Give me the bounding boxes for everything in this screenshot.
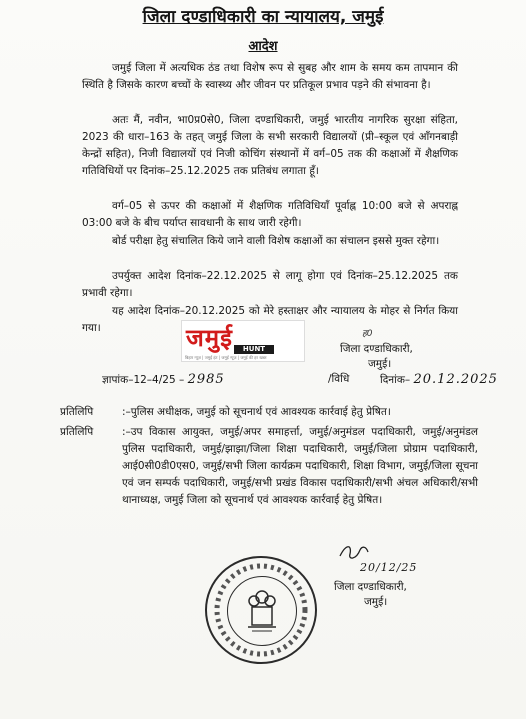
signature-1-title: जिला दण्डाधिकारी, [340, 343, 413, 355]
signature-2-place: जमुई। [364, 596, 388, 608]
page-title: जिला दण्डाधिकारी का न्यायालय, जमुई [142, 7, 384, 27]
court-seal [205, 556, 317, 664]
logo-tagline: बिहार न्यूज़ | जमुई हंट | जमुई न्यूज़ | जमुई की हर खबर [185, 355, 267, 360]
signature-date: 20/12/25 [360, 561, 418, 574]
memo-prefix [102, 372, 225, 387]
paragraph-5: उपर्युक्त आदेश दिनांक–22.12.2025 से लागू होगा एवं दिनांक–25.12.2025 तक प्रभावी रहेगा। [82, 270, 458, 299]
signature-initial: ह0 [362, 329, 373, 339]
memo-date-label: दिनांक– [380, 374, 411, 386]
seal-ring-pattern [205, 556, 317, 664]
paragraph-6: यह आदेश दिनांक–20.12.2025 को मेरे हस्ताक्षर और न्यायालय के मोहर से निर्गत किया गया। [82, 305, 458, 334]
memo-date-value: 20.12.2025 [413, 372, 498, 387]
signature-2-title: जिला दण्डाधिकारी, [334, 581, 407, 593]
copy-2: :–उप विकास आयुक्त, जमुई/अपर समाहर्त्ता, जमुई/अनुमंडल पदाधिकारी, जमुई/अनुमंडल पुलिस पदाधिकारी, जमुई/झाझा/जिला शिक्षा पदाधिकारी, जमुई/जिला प्रोग्राम पदाधिकारी, आई0सी0डी0एस0, जमुई/सभी जिला कार्यक्रम पदाधिकारी, शिक्षा विभाग, जमुई/जिला सूचना एवं जन सम्पर्क पदाधिकारी, जमुई/सभी प्रखंड विकास पदाधिकारी/सभी अंचल अधिकारी/सभी थानाध्यक्ष, जमुई जिला को सूचनार्थ एवं आवश्यक कार्रवाई हेतु प्रेषित। [122, 426, 478, 506]
copy-label-2: प्रतिलिपि [60, 426, 94, 438]
paragraph-1: जमुई जिला में अत्यधिक ठंड तथा विशेष रूप से सुबह और शाम के समय कम तापमान की स्थिति है जिसके कारण बच्चों के स्वास्थ्य और जीवन पर प्रतिकूल प्रभाव पड़ने की संभावना है। [82, 62, 458, 91]
signature-scribble-icon [336, 542, 396, 562]
paragraph-4: बोर्ड परीक्षा हेतु संचालित किये जाने वाली विशेष कक्षाओं का संचालन इससे मुक्त रहेगा। [112, 235, 440, 247]
signature-1-place: जमुई। [368, 358, 392, 370]
jamui-hunt-logo [181, 320, 305, 362]
memo-prefix-text: ज्ञापांक–12–4/25 – [102, 374, 185, 386]
signature-block-1 [340, 342, 413, 372]
logo-brand: जमुई [186, 323, 233, 352]
paragraph-3: वर्ग–05 से ऊपर की कक्षाओं में शैक्षणिक गतिविधियाँ पूर्वाह्न 10:00 बजे से अपराह्न 03:00 बजे के बीच पर्याप्त सावधानी के साथ जारी रहेगी। [82, 200, 458, 229]
copy-label-1: प्रतिलिपि [60, 406, 94, 418]
handwritten-signature [334, 542, 418, 574]
paragraph-2: अतः मैं, नवीन, भा0प्र0से0, जिला दण्डाधिकारी, जमुई भारतीय नागरिक सुरक्षा संहिता, 2023 की धारा–163 के तहत् जमुई जिला के सभी सरकारी विद्यालयों (प्री–स्कूल एवं आँगनबाड़ी केन्द्रों सहित), निजी विद्यालयों एवं निजी कोचिंग संस्थानों में वर्ग–05 तक की कक्षाओं में शैक्षणिक गतिविधियों पर दिनांक–25.12.2025 तक प्रतिबंध लगाता हूँ। [82, 114, 458, 177]
logo-badge: HUNT [234, 345, 274, 354]
signature-block-2 [334, 542, 418, 610]
copy-1: :–पुलिस अधीक्षक, जमुई को सूचनार्थ एवं आवश्यक कार्रवाई हेतु प्रेषित। [122, 406, 391, 418]
memo-date [380, 372, 498, 387]
order-heading: आदेश [248, 39, 278, 54]
memo-vidhi: /विधि [328, 373, 350, 385]
memo-number: 2985 [187, 372, 225, 387]
